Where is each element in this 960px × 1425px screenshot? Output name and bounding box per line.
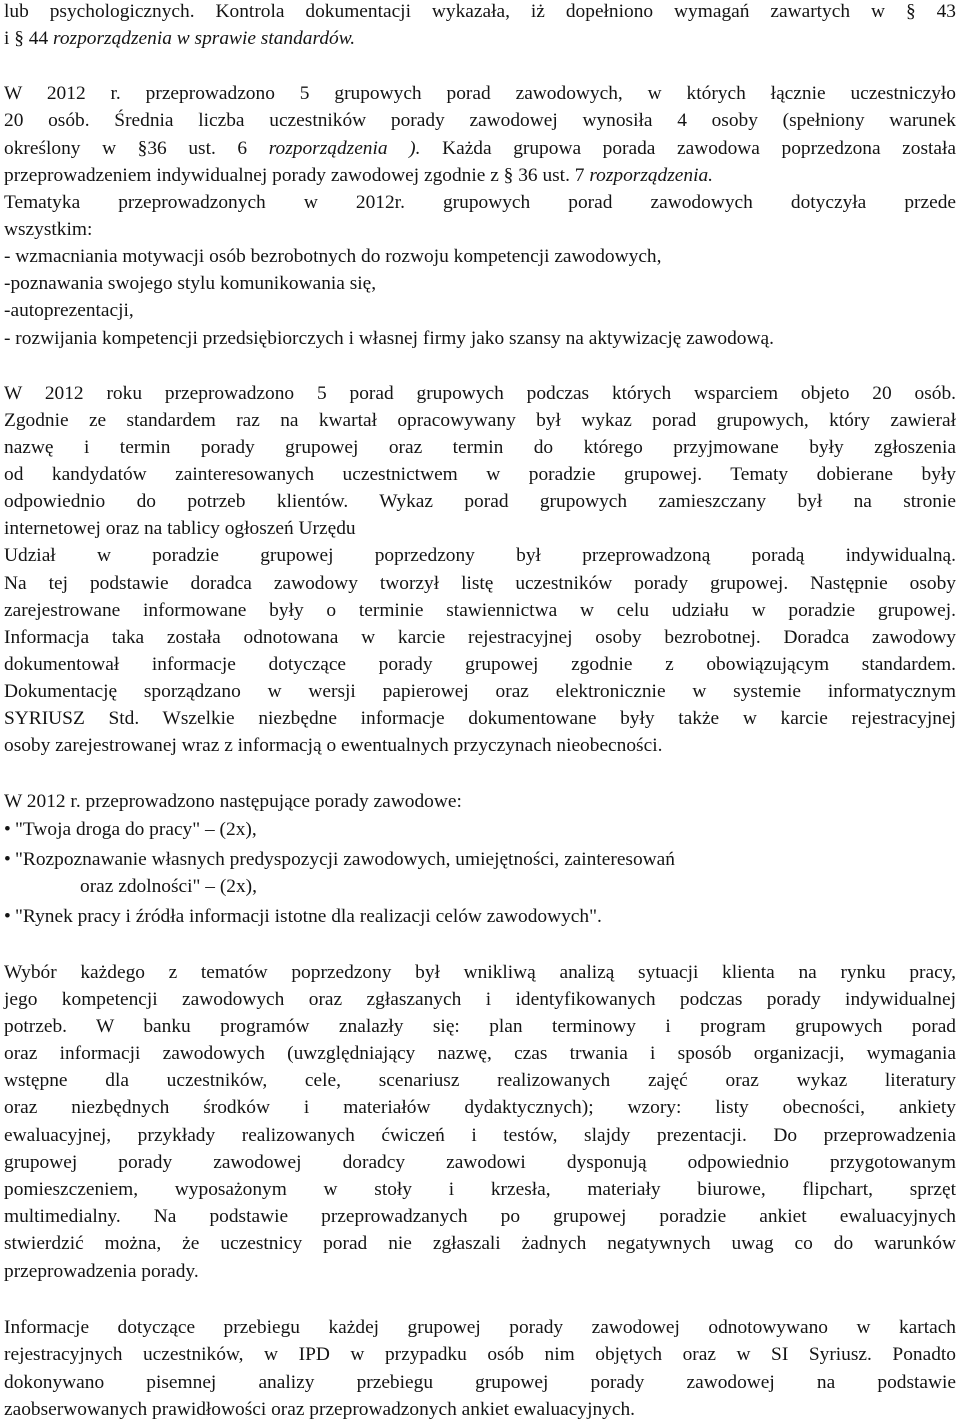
para1-line-1 <box>4 0 956 24</box>
para3-line-3 <box>4 436 956 460</box>
text-span: Informacja taka została odnotowana w karcie rejestracyjnej osoby bezrobotnej. Doradca zawodowy <box>4 627 956 648</box>
para2-line-1 <box>4 82 956 106</box>
para5-line-7 <box>4 1124 956 1148</box>
text-span: oraz niezbędnych środków i materiałów dydaktycznych); wzory: listy obecności, ankiety <box>4 1097 956 1118</box>
para4-intro <box>4 790 956 814</box>
para3-line-12 <box>4 680 956 704</box>
para1-line-2 <box>4 27 956 51</box>
para3-line-11 <box>4 653 956 677</box>
text-span: 20 osób. Średnia liczba uczestników porady zawodowej wynosiła 4 osoby (spełniony warunek <box>4 110 956 131</box>
para5-line-10 <box>4 1205 956 1229</box>
italic-reference: rozporządzenia ). <box>268 138 421 159</box>
para2-line-2 <box>4 109 956 133</box>
text-span: od kandydatów zainteresowanych uczestnictwem w poradzie grupowej. Tematy dobierane były <box>4 464 956 485</box>
para5-line-5 <box>4 1069 956 1093</box>
text-span: stwierdzić można, że uczestnicy porad nie zgłaszali żadnych negatywnych uwag co do warunków <box>4 1233 956 1254</box>
text-span: nazwę i termin porady grupowej oraz termin do którego przyjmowane były zgłoszenia <box>4 437 956 458</box>
para2-line-10 <box>4 327 956 351</box>
text-span: zarejestrowane informowane były o terminie stawiennictwa w celu udziału w poradzie grupowej. <box>4 600 956 621</box>
para2-line-8 <box>4 272 956 296</box>
para6-line-2 <box>4 1343 956 1367</box>
list-item-continuation <box>80 875 956 899</box>
text-span: lub psychologicznych. Kontrola dokumentacji wykazała, iż dopełniono wymagań zawartych w § 43 <box>4 1 956 22</box>
para3-line-5 <box>4 490 956 514</box>
para6-line-4 <box>4 1398 956 1422</box>
para3-line-8 <box>4 572 956 596</box>
bullet-icon: • <box>4 819 11 840</box>
text-span: jego kompetencji zawodowych oraz zgłaszanych i identyfikowanych podczas porady indywidualnej <box>4 989 956 1010</box>
text-span: Dokumentację sporządzano w wersji papierowej oraz elektronicznie w systemie informatycznym <box>4 681 956 702</box>
bullet-icon: • <box>4 849 11 870</box>
text-span: W 2012 r. przeprowadzono 5 grupowych porad zawodowych, w których łącznie uczestniczyło <box>4 83 956 104</box>
para5-line-8 <box>4 1151 956 1175</box>
list-item <box>4 905 956 929</box>
text-span: SYRIUSZ Std. Wszelkie niezbędne informacje dokumentowane były także w karcie rejestracyjnej <box>4 708 956 729</box>
text-span: ewaluacyjnej, przykłady realizowanych ćwiczeń i testów, slajdy prezentacji. Do przeprowadzenia <box>4 1125 956 1146</box>
italic-reference: rozporządzenia w sprawie standardów. <box>53 28 356 49</box>
text-span: wszystkim: <box>4 219 93 240</box>
para5-line-2 <box>4 988 956 1012</box>
text-span: Udział w poradzie grupowej poprzedzony był przeprowadzoną poradą indywidualną. <box>4 545 956 566</box>
text-span: - wzmacniania motywacji osób bezrobotnych do rozwoju kompetencji zawodowych, <box>4 246 662 267</box>
para3-line-2 <box>4 409 956 433</box>
text-span: dokumentował informacje dotyczące porady grupowej zgodnie z obowiązującym standardem. <box>4 654 956 675</box>
para5-line-4 <box>4 1042 956 1066</box>
para2-line-4 <box>4 164 956 188</box>
text-span: Informacje dotyczące przebiegu każdej grupowej porady zawodowej odnotowywano w kartach <box>4 1317 956 1338</box>
para2-line-7 <box>4 245 956 269</box>
text-span: i § 44 <box>4 28 54 49</box>
text-span: W 2012 r. przeprowadzono następujące porady zawodowe: <box>4 791 462 812</box>
text-span: przeprowadzenia porady. <box>4 1261 199 1282</box>
text-span: przeprowadzeniem indywidualnej porady zawodowej zgodnie z § 36 ust. 7 <box>4 165 590 186</box>
para5-line-11 <box>4 1232 956 1256</box>
text-span: Każda grupowa porada zawodowa poprzedzona została <box>420 138 956 159</box>
text-span: -autoprezentacji, <box>4 300 134 321</box>
text-span: odpowiednio do potrzeb klientów. Wykaz porad grupowych zamieszczany był na stronie <box>4 491 956 512</box>
para2-line-3 <box>4 137 956 161</box>
para5-line-9 <box>4 1178 956 1202</box>
text-span: określony w §36 ust. 6 <box>4 138 269 159</box>
list-item-text: oraz zdolności" – (2x), <box>80 876 257 897</box>
para3-line-7 <box>4 544 956 568</box>
para5-line-1 <box>4 961 956 985</box>
para3-line-14 <box>4 734 956 758</box>
text-span: - rozwijania kompetencji przedsiębiorczych i własnej firmy jako szansy na aktywizację zawodową. <box>4 328 774 349</box>
text-span: pomieszczeniem, wyposażonym w stoły i krzesła, materiały biurowe, flipchart, sprzęt <box>4 1179 956 1200</box>
para3-line-10 <box>4 626 956 650</box>
italic-reference: rozporządzenia. <box>589 165 714 186</box>
text-span: internetowej oraz na tablicy ogłoszeń Urzędu <box>4 518 356 539</box>
text-span: Wybór każdego z tematów poprzedzony był wnikliwą analizą sytuacji klienta na rynku pracy, <box>4 962 956 983</box>
text-span: dokonywano pisemnej analizy przebiegu grupowej porady zawodowej na podstawie <box>4 1372 956 1393</box>
para6-line-1 <box>4 1316 956 1340</box>
list-item <box>4 818 956 842</box>
text-span: zaobserwowanych prawidłowości oraz przeprowadzonych ankiet ewaluacyjnych. <box>4 1399 636 1420</box>
para5-line-6 <box>4 1096 956 1120</box>
text-span: multimedialny. Na podstawie przeprowadzanych po grupowej poradzie ankiet ewaluacyjnych <box>4 1206 956 1227</box>
text-span: rejestracyjnych uczestników, w IPD w przypadku osób nim objętych oraz w SI Syriusz. Ponadto <box>4 1344 956 1365</box>
para3-line-6 <box>4 517 956 541</box>
para2-line-5 <box>4 191 956 215</box>
para6-line-3 <box>4 1371 956 1395</box>
text-span: potrzeb. W banku programów znalazły się: plan terminowy i program grupowych porad <box>4 1016 956 1037</box>
para5-line-3 <box>4 1015 956 1039</box>
text-span: wstępne dla uczestników, cele, scenariusz realizowanych zajęć oraz wykaz literatury <box>4 1070 956 1091</box>
text-span: osoby zarejestrowanej wraz z informacją o ewentualnych przyczynach nieobecności. <box>4 735 663 756</box>
list-item <box>4 848 956 872</box>
list-item-text: "Rozpoznawanie własnych predyspozycji zawodowych, umiejętności, zainteresowań <box>15 849 675 870</box>
text-span: Na tej podstawie doradca zawodowy tworzył listę uczestników porady grupowej. Następnie osoby <box>4 573 956 594</box>
text-span: Zgodnie ze standardem raz na kwartał opracowywany był wykaz porad grupowych, który zawierał <box>4 410 956 431</box>
para5-line-12 <box>4 1260 956 1284</box>
para3-line-9 <box>4 599 956 623</box>
list-item-text: "Rynek pracy i źródła informacji istotne dla realizacji celów zawodowych". <box>15 906 602 927</box>
para3-line-1 <box>4 382 956 406</box>
para3-line-13 <box>4 707 956 731</box>
bullet-icon: • <box>4 906 11 927</box>
list-item-text: "Twoja droga do pracy" – (2x), <box>15 819 257 840</box>
text-span: grupowej porady zawodowej doradcy zawodowi dysponują odpowiednio przygotowanym <box>4 1152 956 1173</box>
text-span: Tematyka przeprowadzonych w 2012r. grupowych porad zawodowych dotyczyła przede <box>4 192 956 213</box>
para3-line-4 <box>4 463 956 487</box>
text-span: W 2012 roku przeprowadzono 5 porad grupowych podczas których wsparciem objeto 20 osób. <box>4 383 956 404</box>
para2-line-6 <box>4 218 956 242</box>
para2-line-9 <box>4 299 956 323</box>
text-span: oraz informacji zawodowych (uwzględniający nazwę, czas trwania i sposób organizacji, wymagania <box>4 1043 956 1064</box>
text-span: -poznawania swojego stylu komunikowania się, <box>4 273 377 294</box>
